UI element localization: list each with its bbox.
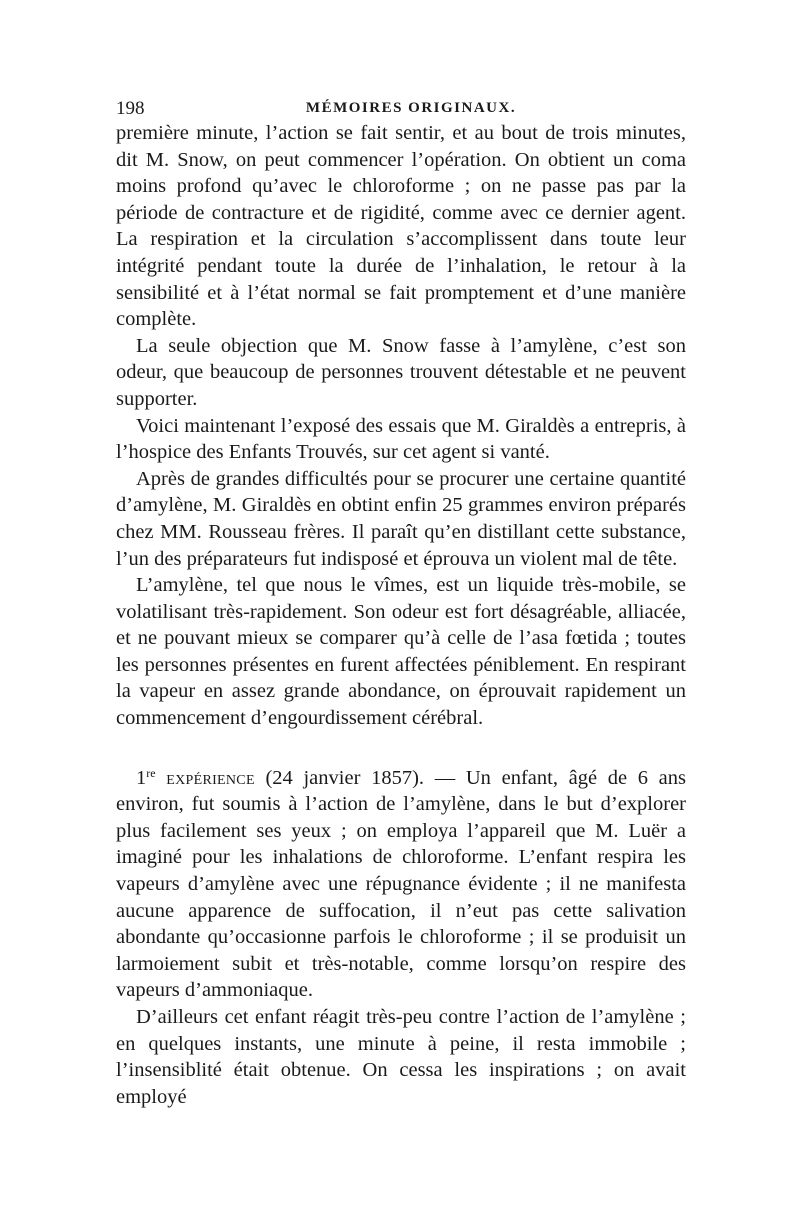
paragraph-final: D’ailleurs cet enfant réagit très-peu contre l’action de l’amylène ; en quelques instants, une minute à peine, il resta immobile ; l’insensiblité était obtenue. On cessa les inspirations ; on avait employé	[116, 1006, 686, 1108]
running-title: MÉMOIRES ORIGINAUX.	[305, 100, 517, 116]
experience-label: expérience	[166, 766, 255, 789]
running-head	[116, 98, 686, 120]
paragraph-snow-objection: La seule objection que M. Snow fasse à l’amylène, c’est son odeur, que beaucoup de personnes trouvent détestable et ne peuvent supporter.	[116, 334, 686, 410]
experience-ordinal: 1	[136, 766, 147, 789]
paragraph-first-experience	[116, 760, 686, 1004]
paragraph-procurement: Après de grandes difficultés pour se procurer une certaine quantité d’amylène, M. Giraldès en obtint enfin 25 grammes environ préparés chez MM. Rousseau frères. Il paraît qu’en distillant cette substance, l’un des préparateurs fut indisposé et éprouva un violent mal de tête.	[116, 467, 686, 570]
body-text	[116, 120, 686, 1110]
paragraph-giraldes-intro: Voici maintenant l’exposé des essais que M. Giraldès a entrepris, à l’hospice des Enfants Trouvés, sur cet agent si vanté.	[116, 414, 686, 464]
experience-text: — Un enfant, âgé de 6 ans environ, fut soumis à l’action de l’amylène, dans le but d’explorer plus facilement ses yeux ; on employa l’appareil que M. Luër a imaginé pour les inhalations de chloroforme. L’enfant respira les vapeurs d’amylène avec une répugnance évidente ; il ne manifesta aucune apparence de suffocation, il n’eut pas cette salivation abondante qu’occasionne parfois le chloroforme ; il se produisit un larmoiement subit et très-notable, comme lorsqu’on respire des vapeurs d’ammoniaque.	[116, 766, 686, 1002]
paragraph-continuation: première minute, l’action se fait sentir, et au bout de trois minutes, dit M. Snow, on peut commencer l’opération. On obtient un coma moins profond qu’avec le chloroforme ; on ne passe pas par la période de contracture et de rigidité, comme avec ce dernier agent. La respiration et la circulation s’accomplissent dans toute leur intégrité pendant toute la durée de l’inhalation, le retour à la sensibilité et à l’état normal se fait promptement et d’une manière complète.	[116, 122, 686, 331]
experience-date: (24 janvier 1857).	[265, 766, 425, 789]
paragraph-amylene-description: L’amylène, tel que nous le vîmes, est un liquide très-mobile, se volatilisant très-rapidement. Son odeur est fort désagréable, alliacée, et ne pouvant mieux se comparer qu’à celle de l’asa fœtida ; toutes les personnes présentes en furent affectées péniblement. En respirant la vapeur en assez grande abondance, on éprouvait rapidement un commencement d’engourdissement cérébral.	[116, 574, 686, 730]
page-number: 198	[116, 98, 145, 119]
experience-ordinal-suffix: re	[146, 765, 156, 780]
